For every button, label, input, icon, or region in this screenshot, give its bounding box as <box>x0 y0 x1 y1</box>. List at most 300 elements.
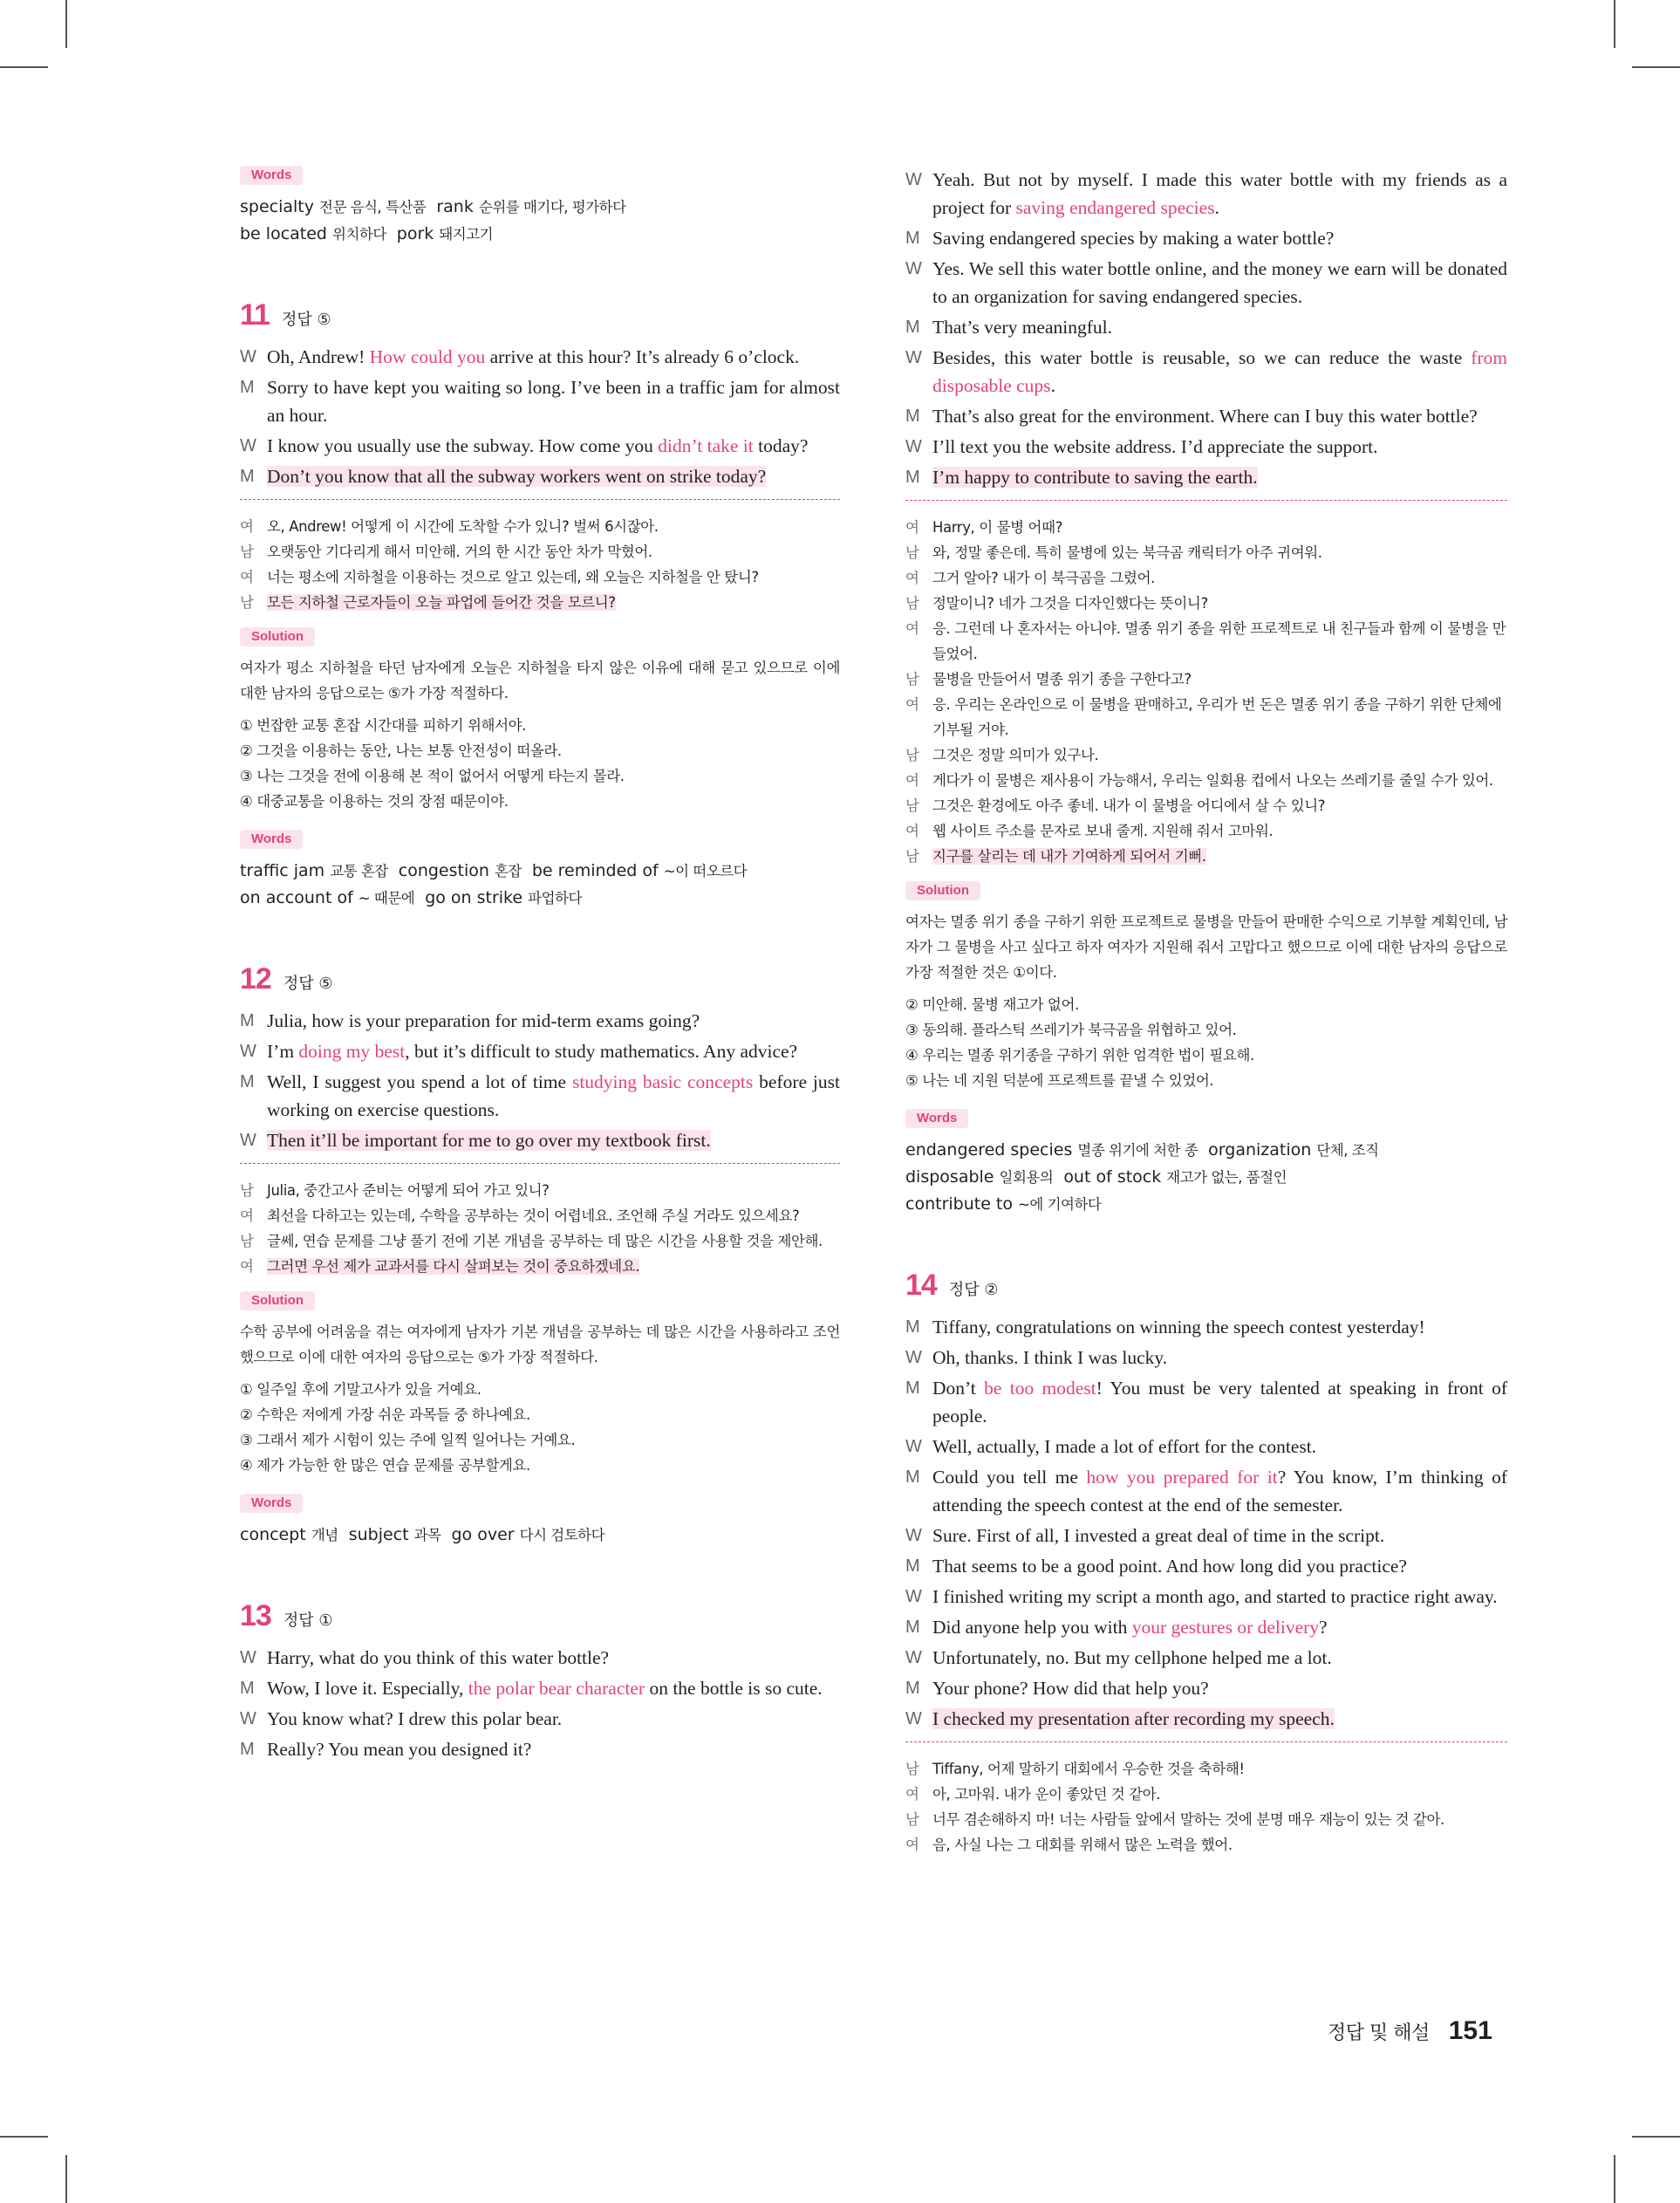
crop-mark <box>1632 66 1680 68</box>
translation-line <box>905 692 1507 742</box>
speaker-label: 여 <box>905 519 919 536</box>
key-phrase: your gestures or delivery <box>1131 1617 1320 1638</box>
option-item: ④ 우리는 멸종 위기종을 구하기 위한 엄격한 법이 필요해. <box>905 1047 1254 1064</box>
dialogue-text <box>267 1678 823 1699</box>
speaker-label: M <box>905 1468 920 1487</box>
dialogue-text <box>267 1071 840 1120</box>
text-run: ? You know, I’m thinking of attending the speech contest at the end of the semester. <box>932 1467 1507 1515</box>
dialogue-line <box>240 1705 840 1733</box>
text-run: Really? You mean you designed it? <box>267 1739 532 1760</box>
option-list <box>240 1377 840 1478</box>
translation-line <box>240 1228 840 1254</box>
crop-mark <box>0 2136 48 2138</box>
translation-text <box>267 1182 550 1199</box>
text-run: 와, 정말 좋은데. 특히 물병에 있는 북극곰 캐릭터가 아주 귀여워. <box>932 544 1322 561</box>
word-line <box>905 1137 1507 1164</box>
english-dialogue <box>240 343 840 490</box>
option-item: ⑤ 나는 네 지원 덕분에 프로젝트를 끝낼 수 있었어. <box>905 1072 1214 1089</box>
words-list <box>240 194 840 248</box>
word-term: on account of <box>240 888 359 907</box>
dialogue-line <box>240 1126 840 1154</box>
speaker-label: W <box>905 437 922 456</box>
translation-line <box>905 1807 1507 1832</box>
translation-line <box>905 742 1507 768</box>
text-run: today? <box>753 435 809 456</box>
option-item: ④ 제가 가능한 한 많은 연습 문제를 공부할게요. <box>240 1457 530 1474</box>
question-header <box>905 1269 1507 1303</box>
key-phrase: didn’t take it <box>658 435 754 456</box>
dialogue-text <box>267 1739 531 1760</box>
translation-text <box>932 747 1098 763</box>
question-13 <box>240 1599 840 1763</box>
speaker-label: 여 <box>905 823 919 839</box>
speaker-label: 여 <box>905 570 919 586</box>
translation-line <box>905 768 1507 793</box>
text-run: 물병을 만들어서 멸종 위기 종을 구한다고? <box>932 671 1192 688</box>
highlighted-answer: I’m happy to contribute to saving the earth. <box>932 467 1258 488</box>
question-11 <box>240 298 840 912</box>
dialogue-line <box>905 1374 1507 1430</box>
word-line <box>905 1191 1507 1218</box>
speaker-label: W <box>240 1709 256 1728</box>
question-number: 13 <box>240 1599 271 1632</box>
dialogue-line <box>905 1433 1507 1461</box>
translation-text <box>267 569 759 585</box>
speaker-label: M <box>240 1679 255 1698</box>
text-run: Oh, Andrew! <box>267 346 370 367</box>
korean-translation <box>905 515 1507 869</box>
highlighted-answer: Then it’ll be important for me to go over my textbook first. <box>267 1130 711 1151</box>
translation-text <box>267 544 652 560</box>
speaker-label: 여 <box>240 1208 254 1224</box>
option-item: ③ 나는 그것을 전에 이용해 본 적이 없어서 어떻게 타는지 몰라. <box>240 768 625 784</box>
dialogue-line <box>240 462 840 490</box>
dialogue-text <box>932 169 1507 218</box>
translation-text <box>932 544 1322 561</box>
dashed-divider <box>905 1741 1507 1742</box>
key-phrase: be too modest <box>984 1378 1096 1399</box>
word-term: be located <box>240 224 333 243</box>
translation-line <box>905 591 1507 616</box>
dialogue-text <box>932 1378 1507 1426</box>
dashed-divider <box>240 499 840 500</box>
text-run: Wow, I love it. Especially, <box>267 1678 468 1699</box>
speaker-label: W <box>240 1131 256 1150</box>
solution-badge: Solution <box>905 881 980 900</box>
speaker-label: 남 <box>905 797 919 814</box>
text-run: 응. 그런데 나 혼자서는 아니야. 멸종 위기 종을 위한 프로젝트로 내 친구들과 함께 이 물병을 만들었어. <box>932 620 1506 662</box>
solution-text: 여자가 평소 지하철을 타던 남자에게 오늘은 지하철을 타지 않은 이유에 대해 묻고 있으므로 이에 대한 남자의 응답으로는 ⑤가 가장 적절하다. <box>240 660 840 701</box>
translation-text <box>267 594 616 611</box>
key-phrase: studying basic concepts <box>571 1071 754 1092</box>
speaker-label: M <box>240 1072 255 1091</box>
translation-text <box>932 848 1206 865</box>
english-dialogue <box>905 1313 1507 1733</box>
words-badge: Words <box>905 1109 968 1128</box>
translation-text <box>267 518 659 535</box>
word-term: disposable <box>905 1167 1000 1187</box>
translation-line <box>905 844 1507 869</box>
speaker-label: 남 <box>240 594 254 611</box>
translation-text <box>932 671 1192 688</box>
word-term: rank <box>436 197 479 216</box>
dialogue-line <box>905 1463 1507 1519</box>
speaker-label: W <box>905 259 922 278</box>
word-term: specialty <box>240 197 320 216</box>
dialogue-line <box>240 373 840 429</box>
text-run: Tiffany, 어제 말하기 대회에서 우승한 것을 축하해! <box>932 1761 1245 1777</box>
word-meaning: 전문 음식, 특산품 <box>319 199 427 216</box>
word-term: be reminded of <box>531 861 664 880</box>
dialogue-line <box>240 1007 840 1035</box>
korean-translation <box>905 1756 1507 1857</box>
translation-line <box>905 818 1507 844</box>
solution-text: 여자는 멸종 위기 종을 구하기 위한 프로젝트로 물병을 만들어 판매한 수익으로 기부할 계획인데, 남자가 그 물병을 사고 싶다고 하자 여자가 지원해 줘서 고맙다고 했으므로 이에 대한 남자의 응답으로 가장 적절한 것은 ①이다. <box>905 913 1507 981</box>
speaker-label: M <box>240 467 255 486</box>
crop-mark <box>1614 0 1615 48</box>
dialogue-line <box>905 166 1507 222</box>
word-meaning: 개념 <box>311 1527 338 1543</box>
key-phrase: saving endangered species <box>1015 197 1215 218</box>
translation-line <box>905 667 1507 692</box>
word-term: pork <box>396 224 440 243</box>
dialogue-line <box>905 463 1507 491</box>
translation-text <box>932 772 1493 789</box>
word-meaning: 혼잡 <box>494 863 522 879</box>
words-list <box>240 858 840 912</box>
option-item: ② 그것을 이용하는 동안, 나는 보통 안전성이 떠올라. <box>240 742 562 759</box>
dialogue-text <box>932 1525 1384 1546</box>
text-run: Could you tell me <box>932 1467 1087 1488</box>
dialogue-text <box>932 1617 1328 1638</box>
question-13-continued <box>905 166 1507 1218</box>
footer-title: 정답 및 해설 <box>1328 2022 1430 2044</box>
dialogue-text <box>267 1010 700 1031</box>
translation-line <box>905 540 1507 565</box>
translation-line <box>905 515 1507 540</box>
word-line <box>240 221 840 248</box>
translation-text <box>932 797 1325 814</box>
word-meaning: ~ 때문에 <box>358 890 415 907</box>
dialogue-line <box>240 1735 840 1763</box>
translation-line <box>240 1254 840 1279</box>
translation-line <box>905 793 1507 818</box>
words-section <box>905 1109 1507 1218</box>
speaker-label: W <box>905 348 922 367</box>
text-run: Besides, this water bottle is reusable, so we can reduce the waste <box>932 347 1472 368</box>
dialogue-text <box>932 1467 1507 1515</box>
dialogue-line <box>905 402 1507 430</box>
text-run: Harry, 이 물병 어때? <box>932 519 1062 536</box>
translation-line <box>905 1756 1507 1782</box>
speaker-label: 남 <box>240 1182 254 1199</box>
translation-line <box>905 1832 1507 1857</box>
translation-line <box>240 564 840 590</box>
speaker-label: W <box>905 170 922 189</box>
solution-badge: Solution <box>240 1291 315 1310</box>
korean-translation <box>240 514 840 615</box>
speaker-label: 여 <box>905 620 919 637</box>
speaker-label: M <box>905 229 920 248</box>
dialogue-line <box>240 1674 840 1702</box>
speaker-label: W <box>240 1648 256 1667</box>
dialogue-text <box>267 1130 711 1151</box>
dialogue-text <box>932 1647 1332 1668</box>
word-line <box>905 1164 1507 1191</box>
words-section <box>240 1494 840 1549</box>
dashed-divider <box>240 1163 840 1164</box>
text-run: 그것은 환경에도 아주 좋네. 내가 이 물병을 어디에서 살 수 있니? <box>932 797 1326 814</box>
speaker-label: 여 <box>905 1837 919 1853</box>
dialogue-line <box>905 1674 1507 1702</box>
right-column <box>905 166 1507 1857</box>
speaker-label: M <box>240 378 255 397</box>
solution-section <box>905 881 1507 1093</box>
question-14 <box>905 1269 1507 1857</box>
speaker-label: M <box>240 1011 255 1030</box>
highlighted-answer: 그러면 우선 제가 교과서를 다시 살펴보는 것이 중요하겠네요. <box>267 1258 640 1275</box>
text-run: 아, 고마워. 내가 운이 좋았던 것 같아. <box>932 1786 1161 1803</box>
speaker-label: 남 <box>905 544 919 561</box>
word-meaning: 재고가 없는, 품절인 <box>1166 1169 1287 1186</box>
dialogue-line <box>905 1705 1507 1733</box>
dialogue-text <box>932 347 1507 396</box>
translation-text <box>932 1761 1245 1777</box>
text-run: I’ll text you the website address. I’d appreciate the support. <box>932 436 1378 457</box>
dialogue-line <box>240 343 840 371</box>
word-term: subject <box>348 1525 414 1544</box>
speaker-label: W <box>905 1348 922 1367</box>
option-item: ① 일주일 후에 기말고사가 있을 거예요. <box>240 1381 481 1398</box>
words-section <box>240 166 840 248</box>
dialogue-text <box>932 467 1258 488</box>
translation-line <box>905 1782 1507 1807</box>
text-run: Julia, 중간고사 준비는 어떻게 되어 가고 있니? <box>267 1182 550 1199</box>
dialogue-text <box>932 1586 1498 1607</box>
speaker-label: W <box>240 436 256 455</box>
text-run: Your phone? How did that help you? <box>932 1678 1209 1699</box>
speaker-label: 남 <box>240 1233 254 1249</box>
dialogue-text <box>932 1708 1335 1729</box>
translation-text <box>932 519 1062 536</box>
text-run: I’m <box>267 1041 299 1062</box>
text-run: . <box>1214 197 1219 218</box>
dialogue-text <box>932 228 1334 249</box>
word-line <box>240 194 840 221</box>
dialogue-text <box>267 377 840 426</box>
speaker-label: 남 <box>905 1761 919 1777</box>
option-item: ③ 동의해. 플라스틱 쓰레기가 북극곰을 위협하고 있어. <box>905 1022 1237 1038</box>
dialogue-line <box>240 1644 840 1672</box>
dialogue-line <box>905 1644 1507 1672</box>
translation-line <box>240 1178 840 1203</box>
dialogue-text <box>932 1678 1209 1699</box>
dialogue-text <box>932 406 1478 427</box>
dashed-divider <box>905 500 1507 501</box>
word-meaning: 일회용의 <box>999 1169 1054 1186</box>
text-run: ? <box>1319 1617 1328 1638</box>
translation-text <box>267 1258 639 1275</box>
crop-mark <box>65 0 67 48</box>
text-run: Tiffany, congratulations on winning the speech contest yesterday! <box>932 1317 1425 1338</box>
dialogue-line <box>905 1344 1507 1372</box>
text-run: arrive at this hour? It’s already 6 o’clock. <box>485 346 800 367</box>
speaker-label: M <box>905 407 920 426</box>
translation-text <box>932 620 1506 662</box>
translation-line <box>905 616 1507 667</box>
dialogue-text <box>932 258 1507 307</box>
text-run: Sorry to have kept you waiting so long. I’ve been in a traffic jam for almost an hour. <box>267 377 840 426</box>
text-run: Well, I suggest you spend a lot of time <box>267 1071 572 1092</box>
answer-label: 정답 ⑤ <box>283 975 333 993</box>
speaker-label: W <box>905 1437 922 1456</box>
text-run: 글쎄, 연습 문제를 그냥 풀기 전에 기본 개념을 공부하는 데 많은 시간을 사용할 것을 제안해. <box>267 1233 823 1249</box>
key-phrase: how you prepared for it <box>1086 1467 1278 1488</box>
word-meaning: 다시 검토하다 <box>519 1527 605 1543</box>
speaker-label: W <box>905 1526 922 1545</box>
answer-label: 정답 ① <box>283 1611 333 1630</box>
translation-text <box>932 1837 1233 1853</box>
dialogue-line <box>905 1583 1507 1611</box>
question-number: 12 <box>240 962 271 995</box>
speaker-label: M <box>905 1379 920 1398</box>
text-run: 응. 우리는 온라인으로 이 물병을 판매하고, 우리가 번 돈은 멸종 위기 종을 구하기 위한 단체에 기부될 거야. <box>932 696 1502 738</box>
crop-mark <box>1632 2136 1680 2138</box>
text-run: 오랫동안 기다리게 해서 미안해. 거의 한 시간 동안 차가 막혔어. <box>267 544 652 560</box>
dialogue-line <box>240 432 840 460</box>
text-run: That’s also great for the environment. Where can I buy this water bottle? <box>932 406 1478 427</box>
translation-text <box>932 570 1155 586</box>
translation-text <box>267 1233 823 1249</box>
words-badge: Words <box>240 166 303 185</box>
word-meaning: 과목 <box>413 1527 441 1543</box>
speaker-label: M <box>905 1317 920 1337</box>
translation-text <box>267 1208 799 1224</box>
translation-text <box>932 1786 1160 1803</box>
solution-text: 수학 공부에 어려움을 겪는 여자에게 남자가 기본 개념을 공부하는 데 많은 시간을 사용하라고 조언했으므로 이에 대한 여자의 응답으로는 ⑤가 가장 적절하다. <box>240 1324 840 1365</box>
text-run: That seems to be a good point. And how long did you practice? <box>932 1556 1407 1577</box>
answer-label: 정답 ② <box>948 1281 999 1299</box>
speaker-label: M <box>240 1740 255 1759</box>
words-section <box>240 830 840 912</box>
words-list <box>240 1522 840 1549</box>
word-term: congestion <box>398 861 495 880</box>
dialogue-line <box>905 344 1507 400</box>
text-run: ! You must be very talented at speaking in front of people. <box>932 1378 1507 1426</box>
text-run: . <box>1050 375 1055 396</box>
dialogue-line <box>905 1552 1507 1580</box>
dialogue-text <box>932 1317 1425 1338</box>
dialogue-line <box>905 1313 1507 1341</box>
page-footer <box>1328 2016 1492 2046</box>
speaker-label: W <box>905 1587 922 1606</box>
word-term: concept <box>240 1525 311 1544</box>
text-run: 그거 알아? 내가 이 북극곰을 그렸어. <box>932 570 1155 586</box>
word-term: go on strike <box>425 888 529 907</box>
text-run: Harry, what do you think of this water bottle? <box>267 1647 610 1668</box>
dialogue-text <box>267 1708 562 1729</box>
question-number: 14 <box>905 1269 937 1302</box>
text-run: Unfortunately, no. But my cellphone helped me a lot. <box>932 1647 1332 1668</box>
english-dialogue <box>240 1007 840 1154</box>
translation-text <box>932 696 1501 738</box>
text-run: Yes. We sell this water bottle online, and the money we earn will be donated to an organization for saving endangered species. <box>932 258 1507 307</box>
question-header <box>240 1599 840 1633</box>
text-run: 게다가 이 물병은 재사용이 가능해서, 우리는 일회용 컵에서 나오는 쓰레기를 줄일 수가 있어. <box>932 772 1493 789</box>
word-meaning: 돼지고기 <box>439 226 494 243</box>
speaker-label: M <box>905 1679 920 1698</box>
dialogue-text <box>932 1556 1407 1577</box>
text-run: , but it’s difficult to study mathematics. Any advice? <box>405 1041 798 1062</box>
speaker-label: W <box>240 347 256 366</box>
speaker-label: 여 <box>240 1258 254 1275</box>
word-line <box>240 1522 840 1549</box>
speaker-label: M <box>905 468 920 487</box>
text-run: before just working on exercise questions. <box>267 1071 841 1120</box>
speaker-label: 여 <box>240 569 254 585</box>
words-list <box>905 1137 1507 1218</box>
dialogue-line <box>905 224 1507 252</box>
speaker-label: M <box>905 1618 920 1637</box>
dialogue-text <box>932 436 1377 457</box>
word-meaning: 교통 혼잡 <box>330 863 388 879</box>
text-run: Julia, how is your preparation for mid-term exams going? <box>267 1010 700 1031</box>
translation-line <box>240 590 840 615</box>
left-column <box>240 166 840 1766</box>
dialogue-line <box>240 1037 840 1065</box>
speaker-label: 남 <box>905 848 919 865</box>
text-run: on the bottle is so cute. <box>645 1678 823 1699</box>
key-phrase: the polar bear character <box>468 1678 645 1699</box>
highlighted-answer: 모든 지하철 근로자들이 오늘 파업에 들어간 것을 모르니? <box>267 594 616 611</box>
text-run: 음, 사실 나는 그 대회를 위해서 많은 노력을 했어. <box>932 1837 1233 1853</box>
highlighted-answer: 지구를 살리는 데 내가 기여하게 되어서 기뻐. <box>932 848 1206 865</box>
text-run: 웹 사이트 주소를 문자로 보내 줄게. 지원해 줘서 고마워. <box>932 823 1274 839</box>
word-term: traffic jam <box>240 861 331 880</box>
word-meaning: 파업하다 <box>528 890 582 907</box>
dialogue-text <box>267 1647 609 1668</box>
dialogue-line <box>905 1522 1507 1550</box>
option-item: ① 번잡한 교통 혼잡 시간대를 피하기 위해서야. <box>240 717 527 734</box>
translation-text <box>932 1811 1444 1828</box>
dialogue-text <box>932 1347 1167 1368</box>
english-dialogue <box>240 1644 840 1763</box>
word-line <box>240 885 840 912</box>
answer-label: 정답 ⑤ <box>281 311 331 329</box>
crop-mark <box>1614 2155 1615 2203</box>
speaker-label: 여 <box>905 1786 919 1803</box>
word-meaning: 단체, 조직 <box>1316 1142 1379 1159</box>
key-phrase: from disposable cups <box>932 347 1507 396</box>
option-item: ③ 그래서 제가 시험이 있는 주에 일찍 일어나는 거예요. <box>240 1432 576 1448</box>
speaker-label: 여 <box>905 772 919 789</box>
text-run: You know what? I drew this polar bear. <box>267 1708 563 1729</box>
question-header <box>240 298 840 332</box>
speaker-label: M <box>905 318 920 337</box>
text-run: 그것은 정말 의미가 있구나. <box>932 747 1099 763</box>
text-run: 최선을 다하고는 있는데, 수학을 공부하는 것이 어렵네요. 조언해 주실 거라도 있으세요? <box>267 1208 800 1224</box>
dialogue-line <box>905 313 1507 341</box>
text-run: 너무 겸손해하지 마! 너는 사람들 앞에서 말하는 것에 분명 매우 재능이 있는 것 같아. <box>932 1811 1444 1828</box>
word-term: endangered species <box>905 1140 1078 1160</box>
key-phrase: How could you <box>369 346 486 367</box>
text-run: That’s very meaningful. <box>932 317 1112 338</box>
highlighted-answer: I checked my presentation after recording my speech. <box>932 1708 1335 1729</box>
translation-text <box>932 823 1273 839</box>
word-meaning: ~이 떠오르다 <box>663 863 748 879</box>
text-run: 오, Andrew! 어떻게 이 시간에 도착할 수가 있니? 벌써 6시잖아. <box>267 518 659 535</box>
word-meaning: 위치하다 <box>332 226 386 243</box>
